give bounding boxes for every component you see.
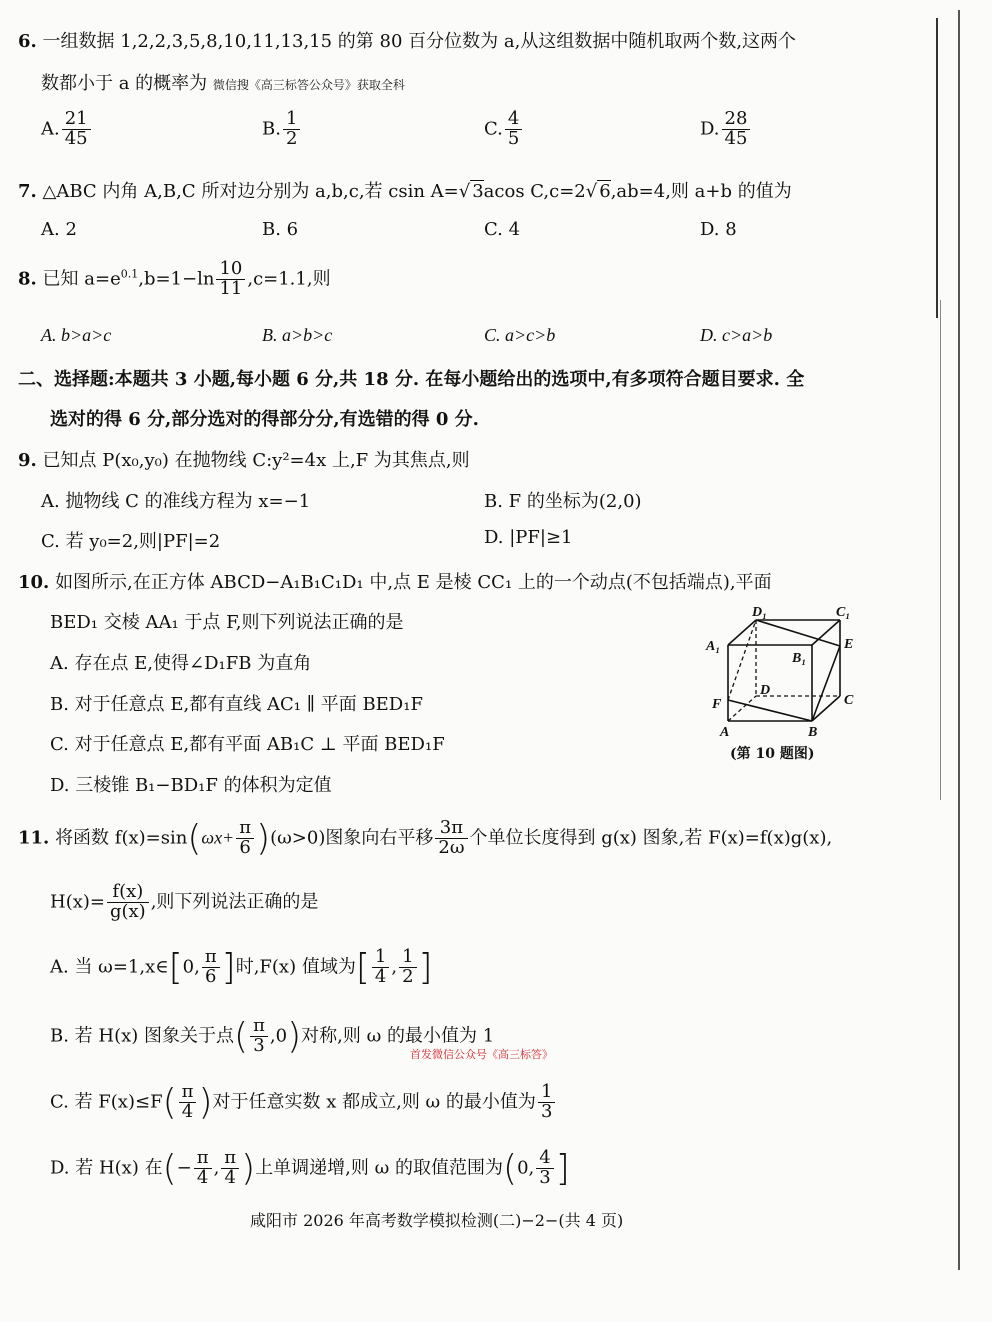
- q10-stem-line1: 10. 如图所示,在正方体 ABCD−A₁B₁C₁D₁ 中,点 E 是棱 CC₁ 上的一个动点(不包括端点),平面: [18, 572, 772, 593]
- q11-option-c: C. 若 F(x)≤F( $\frac{\pi}{4}$ )对于任意实数 x 都成立,则 ω 的最小值为 $\frac{1}{3}$: [50, 1082, 557, 1123]
- section-D1-E: [756, 620, 840, 646]
- q9-option-d: D. |PF|≥1: [484, 527, 573, 548]
- scan-edge-line: [958, 10, 960, 1270]
- section2-heading-line1: 二、选择题:本题共 3 小题,每小题 6 分,共 18 分. 在每小题给出的选项中,有多项符合题目要求. 全: [18, 369, 805, 390]
- label-D: D: [760, 683, 771, 698]
- fraction: $\frac{10}{11}$: [216, 260, 245, 299]
- q8-option-a: A. b>a>c: [41, 325, 112, 345]
- label-A1: A₁: [706, 639, 721, 654]
- q6-line1: [18, 27, 796, 53]
- q10-option-a: A. 存在点 E,使得∠D₁FB 为直角: [50, 653, 312, 674]
- q6-stem-line1: 一组数据 1,2,2,3,5,8,10,11,13,15 的第 80 百分位数为 a,从这组数据中随机取两个数,这两个: [42, 31, 797, 52]
- q6-option-a: A. $\frac{21}{45}$: [41, 110, 93, 149]
- label-B1: B₁: [792, 651, 807, 666]
- label-C1: C₁: [836, 605, 851, 620]
- q11-stem-line2: H(x)= $\frac{f(x)}{g(x)}$ ,则下列说法正确的是: [50, 881, 319, 922]
- q7-option-c: C. 4: [484, 219, 521, 240]
- q6-line2: [41, 69, 405, 95]
- q11-stem-line1: 11. 将函数 f(x)=sin(ωx+ $\frac{\pi}{6}$ )(ω>0)图象向右平移 $\frac{3\pi}{2\omega}$ 个单位长度得到 g(x) 图象,若 F(x)=f(x)g(x),: [18, 817, 833, 859]
- q6-number: 6.: [18, 31, 37, 52]
- fraction: $\frac{\pi}{4}$: [221, 1149, 239, 1188]
- q6-watermark: 微信搜《高三标答公众号》获取全科: [212, 78, 405, 92]
- page-footer: 咸阳市 2026 年高考数学模拟检测(二)−2−(共 4 页): [250, 1211, 624, 1230]
- q7-option-a: A. 2: [41, 219, 77, 240]
- q9-option-c: C. 若 y₀=2,则|PF|=2: [41, 531, 221, 552]
- fraction: $\frac{\pi}{6}$: [236, 819, 254, 858]
- q6-option-c: C. $\frac{4}{5}$: [484, 110, 524, 149]
- label-C: C: [844, 693, 854, 708]
- red-watermark: 首发微信公众号《高三标答》: [410, 1048, 553, 1061]
- q10-stem-line2: BED₁ 交棱 AA₁ 于点 F,则下列说法正确的是: [50, 612, 404, 633]
- cube-figure: [700, 600, 870, 770]
- q7-stem: 7. △ABC 内角 A,B,C 所对边分别为 a,b,c,若 csin A=√ 3acos C,c=2√ 6,ab=4,则 a+b 的值为: [18, 181, 792, 202]
- q9-option-b: B. F 的坐标为(2,0): [484, 491, 642, 512]
- q10-option-b: B. 对于任意点 E,都有直线 AC₁ ∥ 平面 BED₁F: [50, 694, 423, 715]
- q7-option-d: D. 8: [700, 219, 737, 240]
- section2-heading-line2: 选对的得 6 分,部分选对的得部分分,有选错的得 0 分.: [50, 409, 479, 430]
- q6-option-b: B. $\frac{1}{2}$: [262, 110, 302, 149]
- scan-edge-line: [940, 300, 941, 800]
- label-B: B: [808, 725, 818, 740]
- fraction: $\frac{\pi}{3}$: [250, 1017, 268, 1056]
- figure-caption: (第 10 题图): [730, 746, 815, 762]
- fraction: $\frac{1}{2}$: [399, 948, 416, 987]
- fraction: $\frac{3\pi}{2\omega}$: [435, 819, 467, 858]
- fraction: $\frac{\pi}{6}$: [202, 948, 220, 987]
- q9-option-a: A. 抛物线 C 的准线方程为 x=−1: [41, 491, 311, 512]
- fraction: $\frac{4}{3}$: [536, 1149, 553, 1188]
- label-A: A: [720, 725, 730, 740]
- q8-option-b: B. a>b>c: [262, 325, 333, 345]
- label-E: E: [844, 637, 854, 652]
- q9-stem: 9. 已知点 P(x₀,y₀) 在抛物线 C:y²=4x 上,F 为其焦点,则: [18, 450, 470, 471]
- q10-option-d: D. 三棱锥 B₁−BD₁F 的体积为定值: [50, 775, 332, 796]
- fraction: $\frac{28}{45}$: [722, 110, 751, 149]
- fraction: $\frac{21}{45}$: [62, 110, 91, 149]
- scan-edge-line: [936, 18, 938, 318]
- q8-option-c: C. a>c>b: [484, 325, 556, 345]
- label-D1: D₁: [752, 605, 767, 620]
- q11-option-d: D. 若 H(x) 在(− $\frac{\pi}{4}$ , $\frac{\pi}{4}$ )上单调递增,则 ω 的取值范围为(0, $\frac{4}{3}$ ]: [50, 1147, 570, 1189]
- q10-option-c: C. 对于任意点 E,都有平面 AB₁C ⊥ 平面 BED₁F: [50, 734, 445, 755]
- q6-option-d: D. $\frac{28}{45}$: [700, 110, 752, 149]
- q6-stem-line2: 数都小于 a 的概率为: [41, 73, 208, 94]
- q8-stem: 8. 已知 $a=e^{0.1},b=1-\ln$ $\frac{10}{11}$ ,c=1.1,则: [18, 258, 331, 299]
- q7-option-b: B. 6: [262, 219, 299, 240]
- q8-option-d: D. c>a>b: [700, 325, 773, 345]
- fraction: $\frac{1}{3}$: [538, 1083, 555, 1122]
- q11-option-a: A. 当 ω=1,x∈[0, $\frac{\pi}{6}$ ]时,F(x) 值域为[ $\frac{1}{4}$ , $\frac{1}{2}$ ]: [50, 946, 433, 988]
- fraction: $\frac{4}{5}$: [505, 110, 522, 149]
- q11-option-b: B. 若 H(x) 图象关于点( $\frac{\pi}{3}$ ,0)对称,则 ω 的最小值为 1: [50, 1015, 495, 1057]
- fraction: $\frac{\pi}{4}$: [179, 1083, 197, 1122]
- fraction: $\frac{\pi}{4}$: [194, 1149, 212, 1188]
- label-F: F: [712, 697, 722, 712]
- fraction: $\frac{1}{2}$: [283, 110, 300, 149]
- fraction: $\frac{1}{4}$: [372, 948, 389, 987]
- section-E-B: [812, 646, 840, 721]
- hidden-edge-A-D: [728, 696, 756, 721]
- fraction: $\frac{f(x)}{g(x)}$: [107, 883, 149, 922]
